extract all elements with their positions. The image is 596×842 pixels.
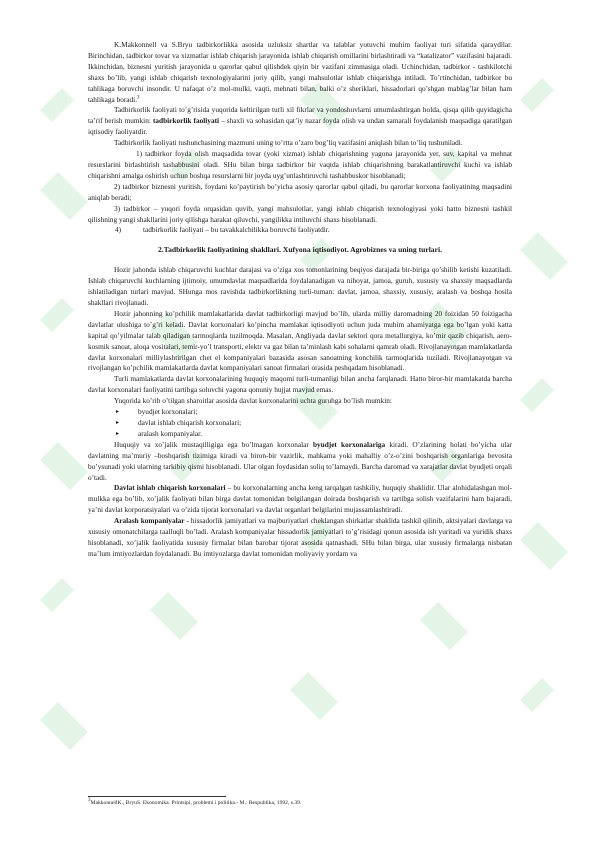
paragraph-budget-enterprises: Huquqiy va xo’jalik mustaqilligiga ega bo’lmagan korxonalar byudjet korxonalariga kiradi. O’zlarining holati bo’yicha ular davlatning ma’muriy –boshqarish tizimiga kiradi va biron-bir vazirlik, mahkama yoki mahalliy o’z-o’zini boshqarish organlariga bevosita bo’ysunadi yoki ularning tarkibiy qismi hisoblanadi. Ular olgan foydasidan soliq to’lamaydi. Barcha daromad va xarajatlar davlat byudjeti orqali o’tadi.: [88, 439, 512, 482]
footnote: [88, 799, 512, 807]
paragraph-mixed-companies: Aralash kompaniyalar - hissadorlik jamiyatlari va majburiyatlari cheklangan shirkatlar shaklida tashkil qilinib, aktsiyalari davlatga va xususiy omonatchilarga taalluqli bo’ladi. Aralash kompaniyalar hissadorlik jamiyatlari to’g’risidagi qonun asosida ish yuritadi va yuridik shaxs hisoblanadi, xo’jalik faoliyatida xususiy firmalar bilan barobar tijorat asosida qatnashadi. SHu bilan birga, ular xususiy firmalarga nisbatan ma’lum imtiyozlardan foydalanadi. Bu imtiyozlarga davlat tomonidan moliyaviy yordam va: [88, 516, 512, 558]
footnote-text: MakkonnellK., BryuS. Ekonomika. Printsipi, problemi i politika.- M.: Respublika, 1992, s.39.: [90, 800, 302, 806]
paragraph-state-production: Davlat ishlab chiqarish korxonalari – bu korxonalarning ancha keng tarqalgan tashkiliy, huquqiy shaklidir. Ular alohidalashgan mol-mulkka ega bo’lib, xo’jalik faoliyati bilan birga davlat tomonidan belgilangan doirada boshqarish va tartibga solish vazifalarini ham bajaradi, ya’ni davlat korporatsiyalari va o’zida tijorat korxonalari va davlat organlari belgilarini mujassamlashtiradi.: [88, 483, 512, 515]
footnote-separator: [88, 796, 226, 797]
bullet-icon: ▸: [116, 420, 120, 426]
term-tadbirkorlik-faoliyati: tadbirkorlik faoliyati: [152, 116, 220, 126]
footnote-mark: 3: [88, 798, 91, 804]
list-item-function-4: 4) tadbirkorlik faoliyati – bu tavakkalchilikka boruvchi faoliyatdir.: [115, 225, 330, 235]
term-byudjet-korxonalari: byudjet korxonalariga: [312, 439, 386, 449]
list-item-function-3: 3) tadbirkor – yuqori foyda orqasidan quvib, yangi mahsulotlar, yangi ishlab chiqarish texnologiyasi yoki hatto biznesni tashkil qilishning yangi shakllarini joriy qilishga harakat qiluvchi, yangilikka intiluvchi shaxs hisoblanadi.: [88, 203, 512, 224]
list-item: ▸ aralash kompaniyalar.: [116, 428, 203, 438]
list-item: ▸ byudjet korxonalari;: [116, 407, 198, 417]
paragraph-forms: Hozir jahonda ishlab chiqaruvchi kuchlar darajasi va o’ziga xos tomonlarining beqiyos darajada bir-biriga qo’shilib ketishi kuzatiladi. Ishlab chiqaruvchi kuchlarning ijtimoiy, umumdavlat maqsadlarida foydalanadigan va nihoyat, jamoa, guruh, xususiy va shaxsiy maqsadlarda ishlatiladigan turlari mavjud. SHunga mos ravishda tadbirkorlikning turli-tuman: davlat, jamoa, shaxsiy, xususiy, aralash va boshqa hosila shakllari rivojlanadi.: [88, 265, 512, 308]
section-heading: 2.Tadbirkorlik faoliyatining shakllari. Xufyona iqtisodiyot. Agrobiznes va uning turlari.: [158, 245, 442, 255]
bullet-icon: ▸: [116, 430, 120, 437]
list-item-function-1: 1) tadbirkor foyda olish maqsadida tovar (yoki xizmat) ishlab chiqarishning yagona jarayonida yer, suv, kapital va mehnat resurslarini birlashtirish tashabbusini oladi. SHu bilan birga tadbirkor bir vaqtda ishlab chiqarishning barakatlantiruvchi kuchi va ishlab chiqarishni amalga oshirish uchun boshqa resurslarni bir joyda uyg’unlashtiruvchi tashabbuskor hisoblanadi;: [88, 149, 512, 180]
paragraph-three-groups: Yuqorida ko’rib o’tilgan sharoitlar asosida davlat korxonalarini uchta guruhga bo’lish mumkin:: [114, 396, 392, 406]
paragraph-definition: Tadbirkorlik faoliyati to’g’risida yuqorida keltirilgan turli xil fikrlar va yondoshuvlarni umumlashtirgan holda, qisqa qilib quyidagicha ta’rif berish mumkin: tadbirkorlik faoliyati – shaxli va sohasidan qat’iy nazar foyda olish va undan samarali foydalanish maqsadiga qaratilgan iqtisodiy faoliyatdir.: [88, 105, 512, 137]
paragraph-makkonnell: K.Makkonnell va S.Bryu tadbirkorlikka asosida uzluksiz shartlar va talablar yotuvchi muhim faoliyat turi sifatida qaraydilar. Birinchidan, tadbirkor tovar va xizmatlar ishlab chiqarish jarayonida ishlab chiqarish omillarini birlashtiradi va “katalizator” vazifasini bajaradi. Ikkinchidan, biznesni yuritish jarayonida u qarorlar qabul qilishdek qiyin bir vazifani zimmasiga oladi. Uchinchidan, tadbirkor - tashkilotchi shaxs bo’lib, yangi ishlab chiqarish texnologiyalarini joriy qilib, yangi mahsulotlar ishlab chiqarishga intiladi. To’rtinchidan, tadbirkor bu tahlikaga boruvchi insondir. U nafaqat o’z mol-mulki, vaqti, mehnati bilan, balki o’z sheriklari, hissadorlari qo’shgan mablag’lar bilan ham tahlikaga boradi.$^3$: [88, 40, 512, 104]
term-davlat-ishlab-chiqarish: Davlat ishlab chiqarish korxonalari: [114, 483, 226, 493]
paragraph-state-entrepreneurship: Hozir jahonning ko’pchilik mamlakatlarida davlat tadbirkorligi mavjud bo’lib, ularda milliy daromadning 20 foizidan 50 foizigacha davlatlar ulushiga to’g’ri keladi. Davlat korxonalari ko’pincha mamlakat iqtisodiyoti uchun juda muhim ahamiyatga ega bo’lgan yoki katta kapital qo’yilmalar talab qiladigan tarmoqlarda tuzilmoqda. Masalan, Angliyada davlat sektori qora metallurgiya, ko’mir qazib chiqarish, aero-kosmik sanoat, aloqa vositalari, temir-yo’l transporti, elektr va gaz bilan ta’minlash kabi sohalarni qamrab oladi. Rivojlanayotgan mamlakatlarda davlat korxonalari milliylashtirilgan chet el kompaniyalari bazasida asosan sanoatning konchilik tarmoqlarida tuziladi. Rivojlanayotgan va rivojlangan ko’pchilik mamlakatlarda davlat kompaniyalari sanoat firmalari orasida peshqadam hisoblanadi.: [88, 308, 512, 373]
list-item-function-2: 2) tadbirkor biznesni yuritish, foydani ko’paytirish bo’yicha asosiy qarorlar qabul qiladi, bu qarorlar korxona faoliyatining maqsadini aniqlab beradi;: [88, 181, 512, 202]
list-item: ▸ davlat ishlab chiqarish korxonalari;: [116, 418, 242, 427]
term-aralash-kompaniyalar: Aralash kompaniyalar: [114, 516, 185, 526]
footnote-reference: 3: [137, 95, 140, 101]
paragraph-functions-intro: Tadbirkorlik faoliyati tushunchasining mazmuni uning to’rtta o’zaro bog’liq vazifasini aniqlash bilan to’liq tushuniladi.: [114, 138, 463, 148]
paragraph-legal-status: Turli mamlakatlarda davlat korxonalarining huquqiy maqomi turli-tumanligi bilan ancha farqlanadi. Hatto biror-bir mamlakatda barcha davlat korxonalari faoliyatini tartibga soluvchi yagona qonuniy hujjat mavjud emas.: [88, 374, 512, 395]
bullet-icon: ▸: [116, 409, 120, 416]
document-body: [88, 40, 512, 560]
